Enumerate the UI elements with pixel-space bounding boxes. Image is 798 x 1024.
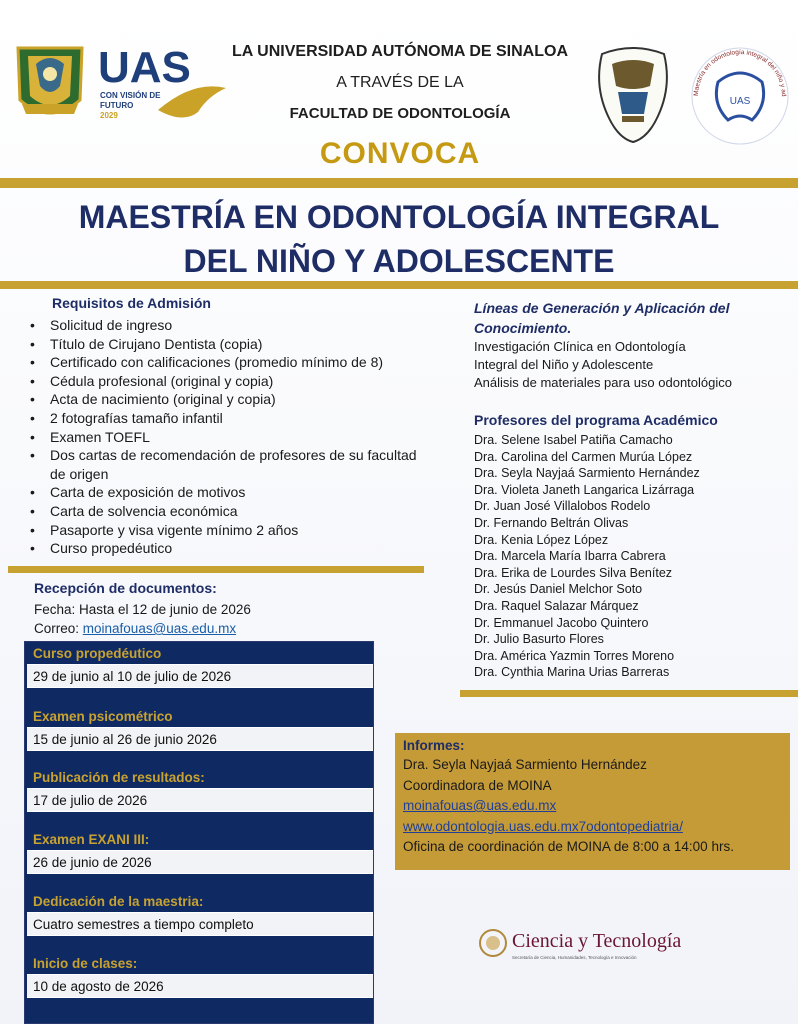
professors-list (474, 432, 794, 681)
research-line-3: Análisis de materiales para uso odontológico (474, 375, 732, 390)
professor-item: Dr. Juan José Villalobos Rodelo (474, 499, 651, 514)
date-block (25, 707, 375, 751)
professor-item: Dr. Julio Basurto Flores (474, 632, 604, 647)
professors-title: Profesores del programa Académico (474, 412, 718, 428)
professor-item: Dra. Raquel Salazar Márquez (474, 598, 639, 613)
informes-role: Coordinadora de MOINA (403, 777, 552, 793)
requirements-title: Requisitos de Admisión (52, 295, 211, 311)
professor-item: Dra. Kenia López López (474, 532, 609, 547)
requirement-item: • Dos cartas de recomendación de profesores de su facultad de origen (30, 446, 430, 483)
professor-item: Dra. Selene Isabel Patiña Camacho (474, 433, 673, 447)
divider-title (0, 281, 798, 289)
requirement-item: • Carta de exposición de motivos (30, 483, 430, 502)
moina-logo-inner: UAS (729, 96, 751, 107)
research-lines-title: Líneas de Generación y Aplicación del Conocimiento. (474, 300, 730, 336)
through-text: A TRAVÉS DE LA (336, 74, 464, 91)
research-lines-body (474, 338, 794, 392)
program-title-line-2: DEL NIÑO Y ADOLESCENTE (183, 243, 615, 279)
requirement-item: • 2 fotografías tamaño infantil (30, 409, 430, 428)
date-block (25, 768, 375, 812)
uas-shield-logo (14, 42, 86, 128)
requirement-item: • Carta de solvencia económica (30, 502, 430, 521)
divider-right (460, 690, 798, 697)
date-value: 17 de julio de 2026 (27, 788, 373, 812)
uas-logo-text: UAS (98, 43, 191, 92)
date-value: 15 de junio al 26 de junio 2026 (27, 727, 373, 751)
date-value: 29 de junio al 10 de julio de 2026 (27, 664, 373, 688)
research-line-2: Integral del Niño y Adolescente (474, 357, 654, 372)
date-heading: Examen EXANI III: (33, 832, 150, 847)
requirement-item: • Título de Cirujano Dentista (copia) (30, 335, 430, 354)
date-block (25, 954, 375, 998)
date-heading: Examen psicométrico (33, 709, 173, 724)
informes-title: Informes: (403, 738, 465, 753)
convoca-heading: CONVOCA (319, 137, 481, 170)
professor-item: Dr. Jesús Daniel Melchor Soto (474, 582, 643, 597)
professor-item: Dra. Marcela María Ibarra Cabrera (474, 549, 666, 564)
date-heading: Inicio de clases: (33, 956, 138, 971)
professor-item: Dra. Violeta Janeth Langarica Lizárraga (474, 482, 695, 497)
reception-date: Fecha: Hasta el 12 de junio de 2026 (34, 602, 251, 617)
moina-logo-ring-text: Maestría en odontología integral del niño y ad (692, 48, 788, 97)
key-dates-panel (24, 641, 374, 1024)
date-heading: Publicación de resultados: (33, 770, 205, 785)
requirement-item: • Acta de nacimiento (original y copia) (30, 390, 430, 409)
ciencia-tecnologia-text: Ciencia y Tecnología (512, 930, 682, 952)
faculty-name: FACULTAD DE ODONTOLOGÍA (289, 105, 511, 122)
date-heading: Curso propedéutico (33, 646, 162, 661)
requirement-item: • Solicitud de ingreso (30, 316, 430, 335)
ciencia-tecnologia-logo (478, 928, 738, 968)
program-title-line-1: MAESTRÍA EN ODONTOLOGÍA INTEGRAL (78, 199, 720, 235)
divider-left (8, 566, 424, 573)
professor-item: Dra. Carolina del Carmen Murúa López (474, 449, 693, 464)
date-value: 26 de junio de 2026 (27, 850, 373, 874)
faculty-odontology-logo (592, 46, 674, 144)
professor-item: Dr. Emmanuel Jacobo Quintero (474, 615, 649, 630)
date-value: 10 de agosto de 2026 (27, 974, 373, 998)
mexico-seal-icon (478, 928, 508, 958)
informes-box (395, 733, 790, 870)
requirement-item: • Cédula profesional (original y copia) (30, 372, 430, 391)
date-value: Cuatro semestres a tiempo completo (27, 912, 373, 936)
reception-email-line (34, 621, 236, 636)
informes-url-link[interactable]: www.odontologia.uas.edu.mx7odontopediatria/ (403, 818, 683, 834)
uas-tagline-2: FUTURO (100, 101, 134, 110)
uas-tagline-1: CON VISIÓN DE (100, 91, 161, 100)
informes-office-hours: Oficina de coordinación de MOINA de 8:00 a 14:00 hrs. (403, 839, 734, 854)
reception-email-label: Correo: (34, 621, 83, 636)
ciencia-tecnologia-subtext: Secretaría de Ciencia, Humanidades, Tecnología e Innovación (512, 955, 637, 960)
professor-item: Dr. Fernando Beltrán Olivas (474, 515, 629, 530)
requirement-item: • Examen TOEFL (30, 428, 430, 447)
requirement-item: • Pasaporte y visa vigente mínimo 2 años (30, 521, 430, 540)
uas-year: 2029 (100, 111, 118, 120)
professor-item: Dra. Seyla Nayjaá Sarmiento Hernández (474, 466, 700, 481)
informes-name: Dra. Seyla Nayjaá Sarmiento Hernández (403, 757, 647, 772)
divider-top (0, 178, 798, 188)
date-heading: Dedicación de la maestria: (33, 894, 204, 909)
date-block (25, 644, 375, 688)
requirement-item: • Certificado con calificaciones (promedio mínimo de 8) (30, 353, 430, 372)
professor-item: Dra. América Yazmin Torres Moreno (474, 648, 675, 663)
reception-email-link[interactable]: moinafouas@uas.edu.mx (82, 621, 237, 636)
informes-email-link[interactable]: moinafouas@uas.edu.mx (403, 798, 557, 813)
date-block (25, 892, 375, 936)
date-block (25, 830, 375, 874)
requirement-item: • Curso propedéutico (30, 539, 430, 558)
professor-item: Dra. Erika de Lourdes Silva Benítez (474, 565, 673, 580)
moina-program-logo (688, 42, 792, 150)
reception-title: Recepción de documentos: (34, 580, 217, 596)
requirements-list (30, 316, 430, 558)
professor-item: Dra. Cynthia Marina Urias Barreras (474, 665, 670, 680)
university-name: LA UNIVERSIDAD AUTÓNOMA DE SINALOA (232, 43, 568, 60)
research-line-1: Investigación Clínica en Odontología (474, 339, 686, 354)
